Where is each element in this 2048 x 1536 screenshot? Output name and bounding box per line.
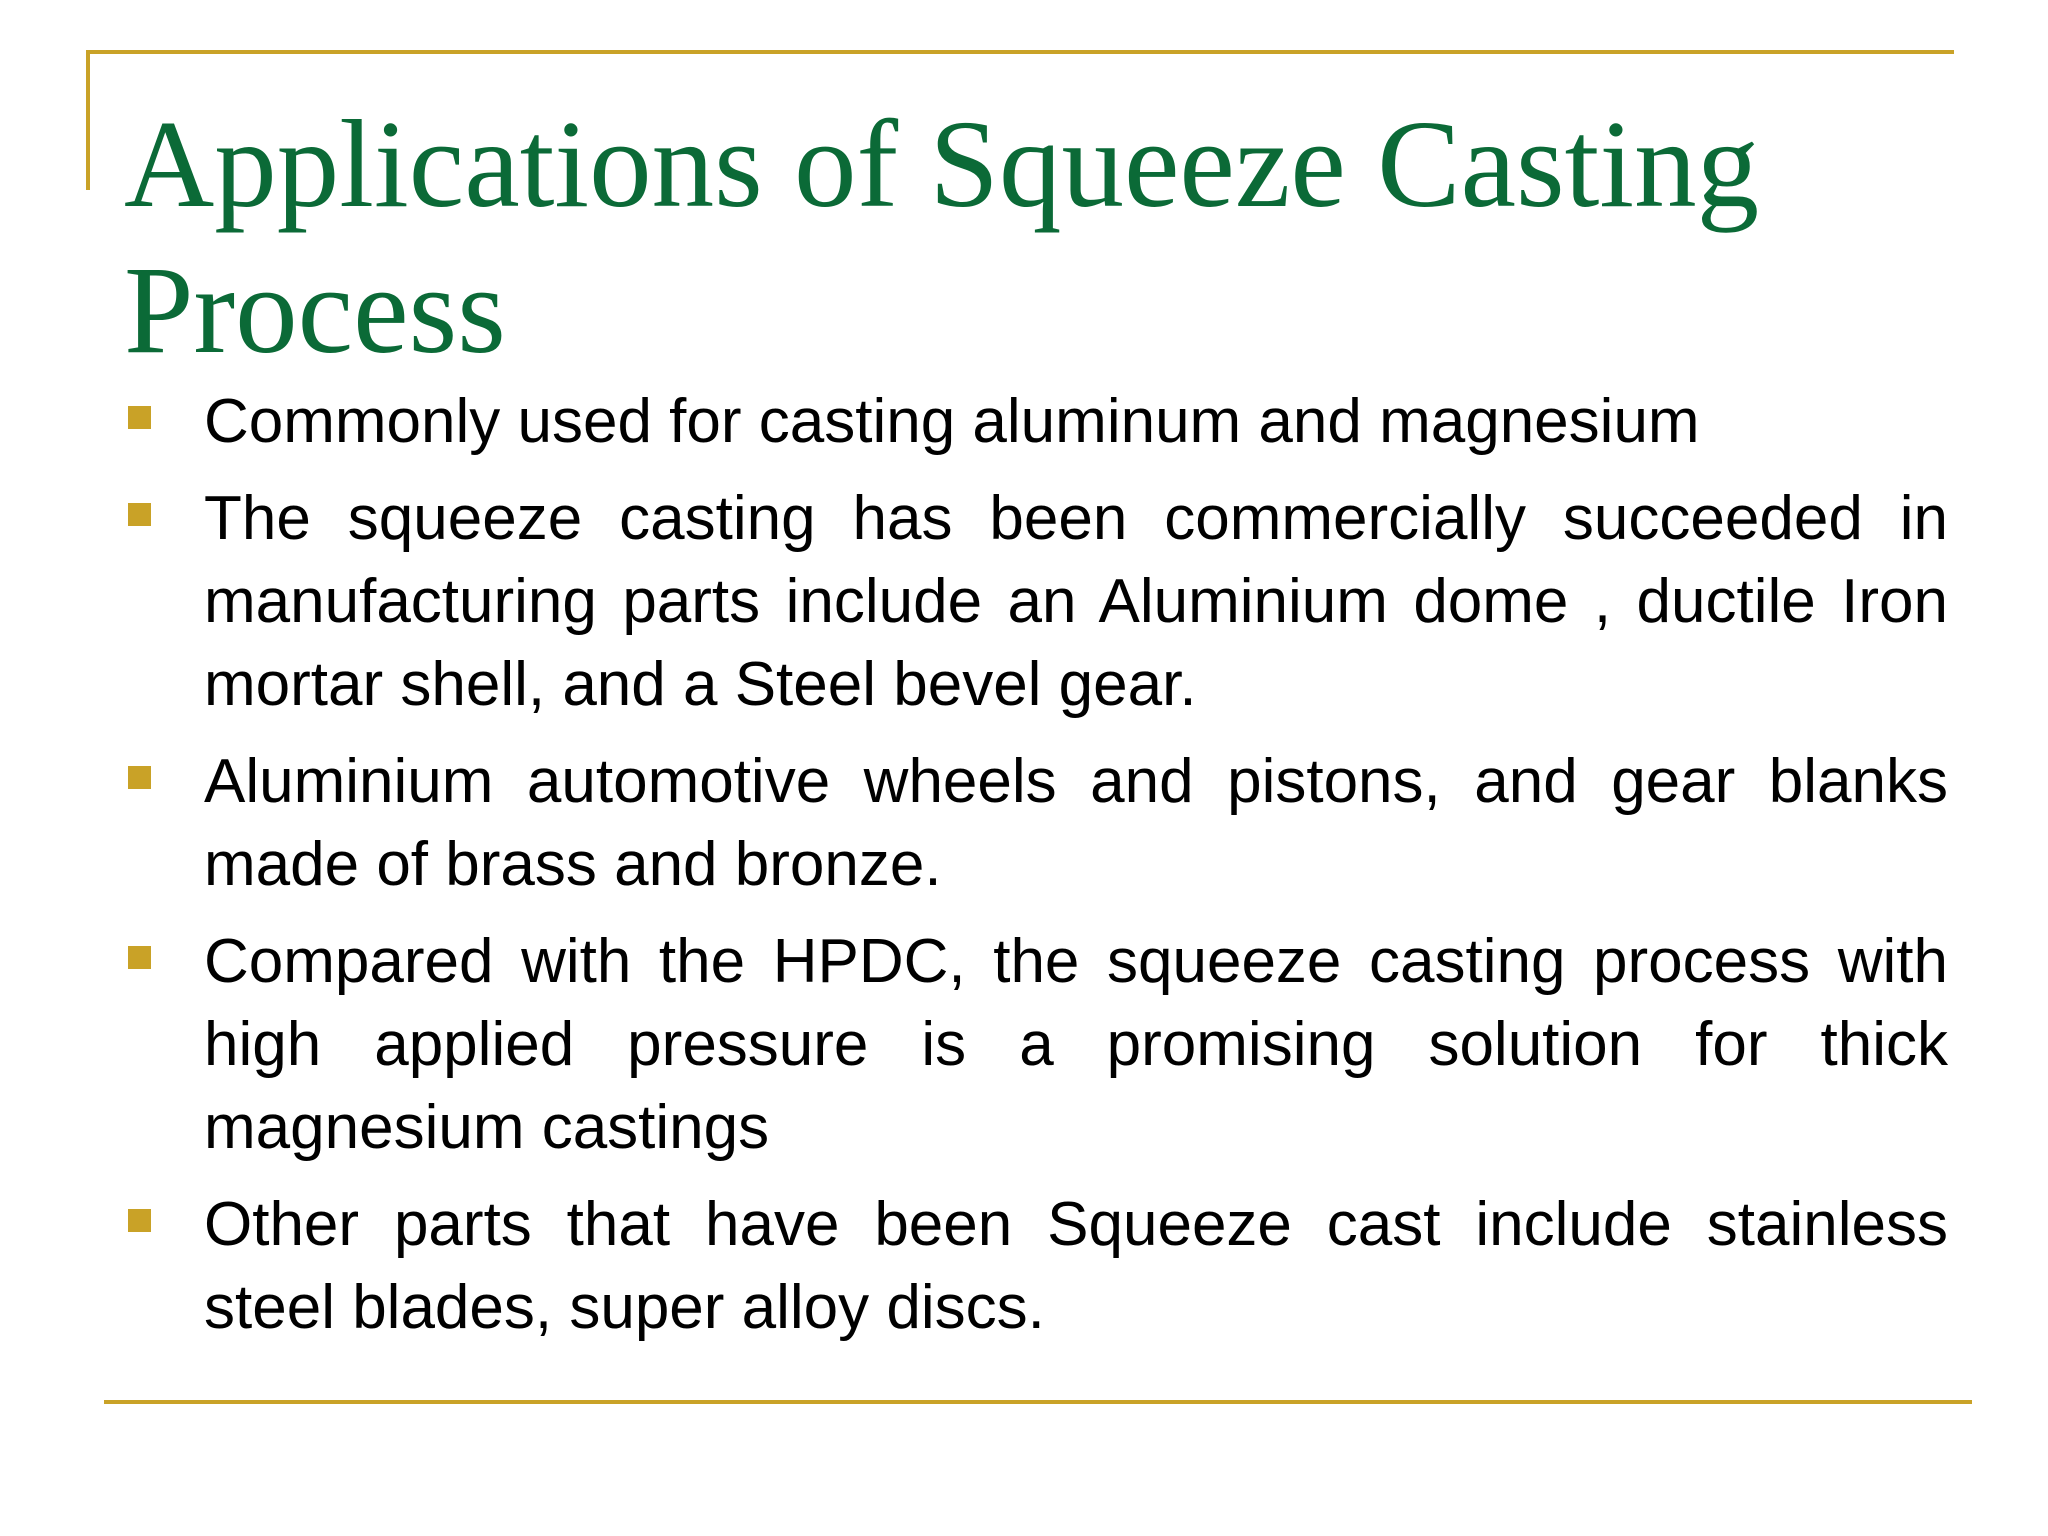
slide-title: Applications of Squeeze Casting Process <box>124 96 1760 380</box>
square-bullet-icon <box>128 1209 151 1232</box>
bullet-text: Compared with the HPDC, the squeeze casting process with high applied pressure is a promising solution for thick magnesium castings <box>204 927 1948 1162</box>
bullet-text: The squeeze casting has been commercially succeeded in manufacturing parts include an Aluminium dome , ductile Iron mortar shell, and a Steel bevel gear. <box>204 484 1948 719</box>
bullet-list <box>128 380 1948 1363</box>
bullet-item <box>128 920 1948 1169</box>
bullet-item <box>128 380 1948 463</box>
square-bullet-icon <box>128 406 151 429</box>
bullet-text: Commonly used for casting aluminum and magnesium <box>204 387 1700 456</box>
square-bullet-icon <box>128 503 151 526</box>
top-accent-rule <box>86 50 1954 54</box>
square-bullet-icon <box>128 946 151 969</box>
square-bullet-icon <box>128 766 151 789</box>
bullet-item <box>128 477 1948 726</box>
left-accent-rule <box>86 50 90 190</box>
bullet-text: Other parts that have been Squeeze cast include stainless steel blades, super alloy discs. <box>204 1190 1948 1342</box>
bullet-text: Aluminium automotive wheels and pistons, and gear blanks made of brass and bronze. <box>204 747 1948 899</box>
bottom-accent-rule <box>104 1400 1972 1404</box>
bullet-item <box>128 1183 1948 1349</box>
bullet-item <box>128 740 1948 906</box>
